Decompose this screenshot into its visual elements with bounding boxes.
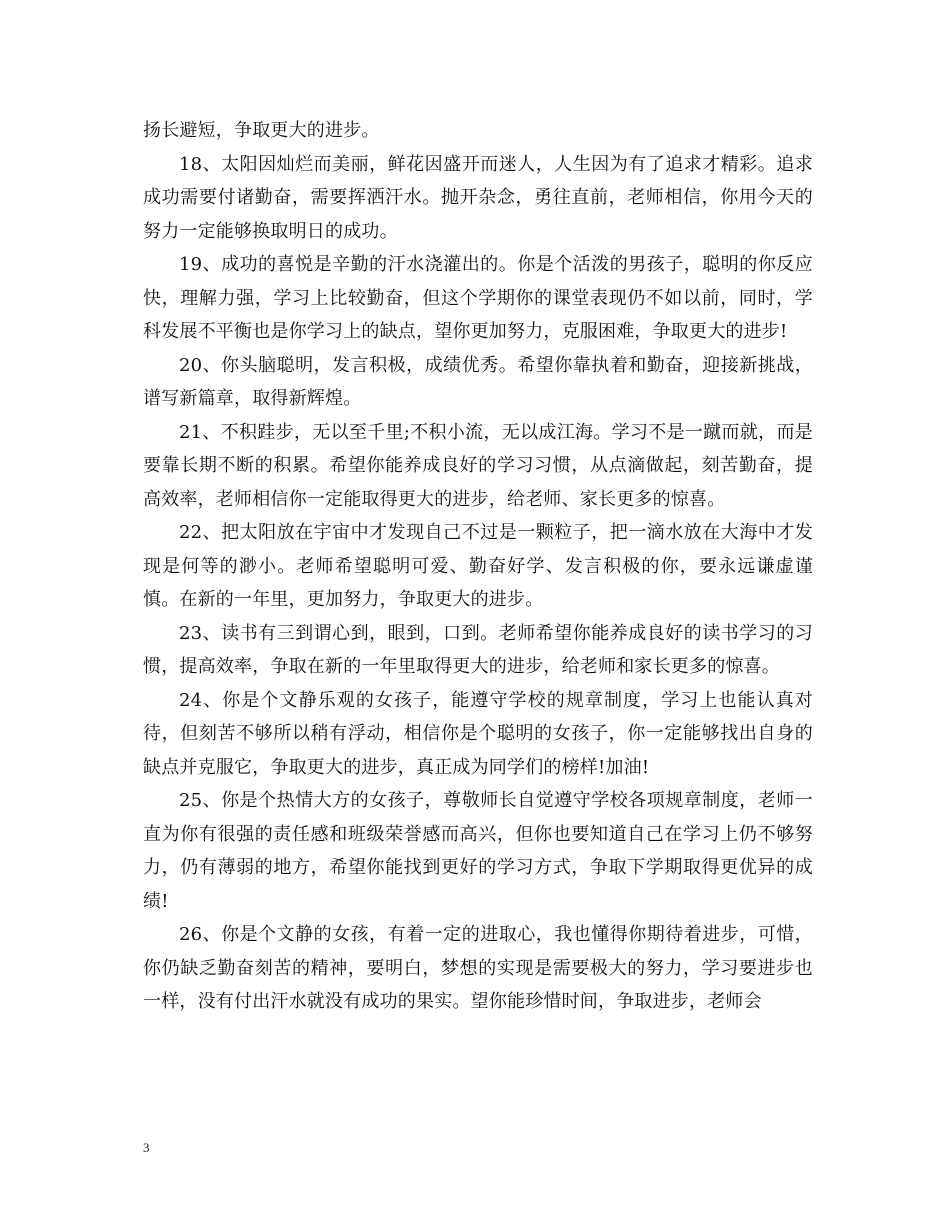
document-body: [143, 114, 813, 1019]
paragraph-18: 18、太阳因灿烂而美丽，鲜花因盛开而迷人，人生因为有了追求才精彩。追求成功需要付诸勤奋，需要挥洒汗水。抛开杂念，勇往直前，老师相信，你用今天的努力一定能够换取明日的成功。: [143, 153, 813, 242]
paragraph-19: 19、成功的喜悦是辛勤的汗水浇灌出的。你是个活泼的男孩子，聪明的你反应快，理解力强，学习上比较勤奋，但这个学期你的课堂表现仍不如以前，同时，学科发展不平衡也是你学习上的缺点，望你更加努力，克服困难，争取更大的进步!: [143, 254, 813, 342]
paragraph-20: 20、你头脑聪明，发言积极，成绩优秀。希望你靠执着和勤奋，迎接新挑战，谱写新篇章，取得新辉煌。: [143, 354, 813, 409]
paragraph-21: 21、不积跬步，无以至千里;不积小流，无以成江海。学习不是一蹴而就，而是要靠长期不断的积累。希望你能养成良好的学习习惯，从点滴做起，刻苦勤奋，提高效率，老师相信你一定能取得更大的进步，给老师、家长更多的惊喜。: [143, 421, 813, 510]
page-number: 3: [143, 1140, 150, 1155]
paragraph-26: 26、你是个文静的女孩，有着一定的进取心，我也懂得你期待着进步，可惜，你仍缺乏勤奋刻苦的精神，要明白，梦想的实现是需要极大的努力，学习要进步也一样，没有付出汗水就没有成功的果实。望你能珍惜时间，争取进步，老师会: [143, 924, 813, 1012]
paragraph-continuation: 扬长避短，争取更大的进步。: [143, 120, 380, 141]
paragraph-22: 22、把太阳放在宇宙中才发现自己不过是一颗粒子，把一滴水放在大海中才发现是何等的渺小。老师希望聪明可爱、勤奋好学、发言积极的你，要永远谦虚谨慎。在新的一年里，更加努力，争取更大的进步。: [143, 522, 813, 610]
paragraph-25: 25、你是个热情大方的女孩子，尊敬师长自觉遵守学校各项规章制度，老师一直为你有很强的责任感和班级荣誉感而高兴，但你也要知道自己在学习上仍不够努力，仍有薄弱的地方，希望你能找到更好的学习方式，争取下学期取得更优异的成绩!: [143, 790, 813, 912]
paragraph-24: 24、你是个文静乐观的女孩子，能遵守学校的规章制度，学习上也能认真对待，但刻苦不够所以稍有浮动，相信你是个聪明的女孩子，你一定能够找出自身的缺点并克服它，争取更大的进步，真正成为同学们的榜样!加油!: [143, 689, 813, 778]
paragraph-23: 23、读书有三到谓心到，眼到，口到。老师希望你能养成良好的读书学习的习惯，提高效率，争取在新的一年里取得更大的进步，给老师和家长更多的惊喜。: [143, 622, 813, 677]
